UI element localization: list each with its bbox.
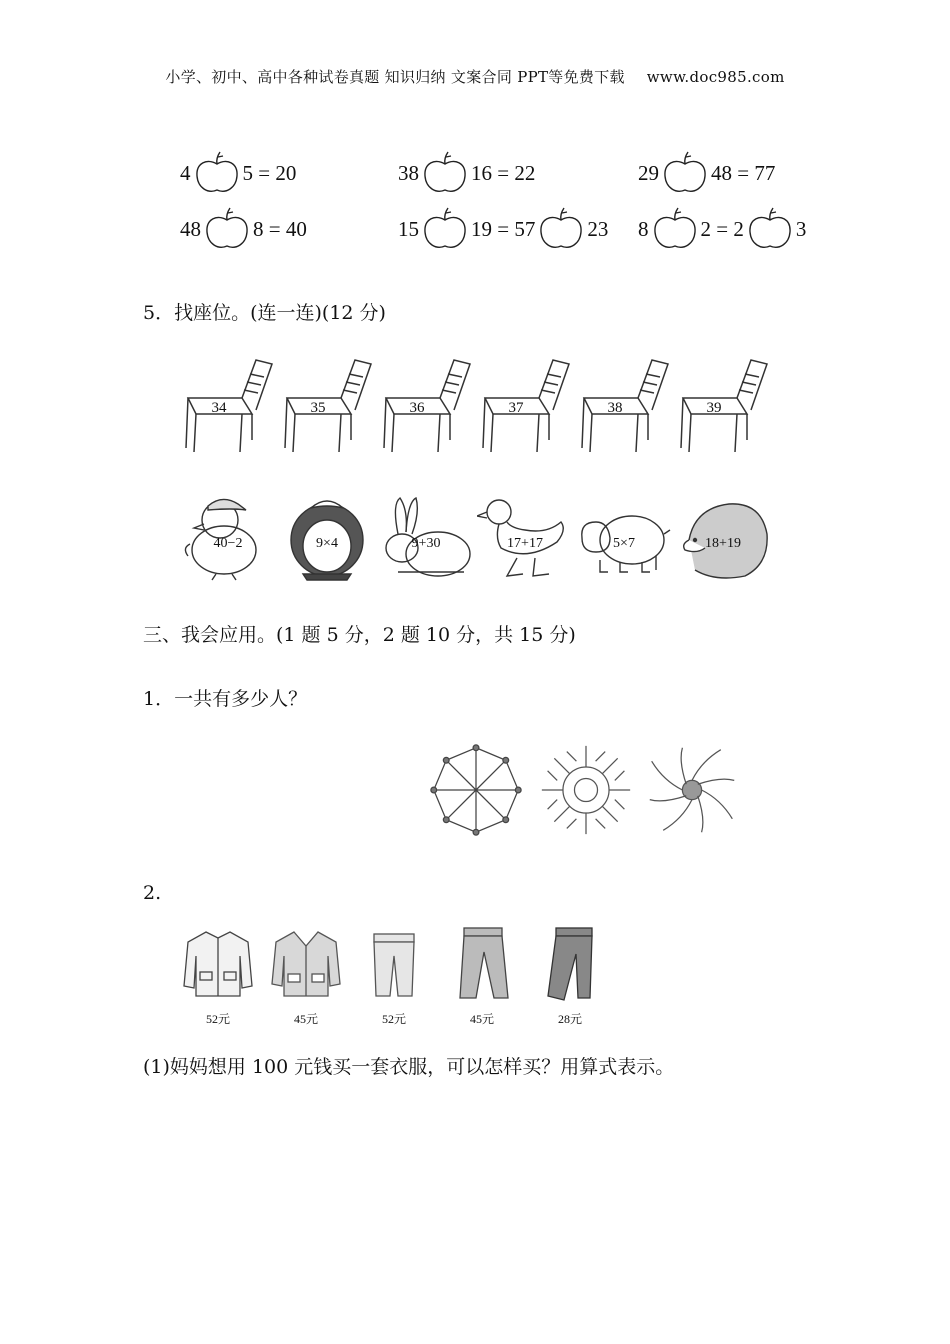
animal-expression: 9×4 (316, 536, 338, 551)
chair-seat[interactable] (378, 352, 474, 460)
pants-icon (530, 926, 610, 1002)
chair-number: 34 (211, 400, 227, 416)
animal-expression: 9+30 (411, 536, 441, 551)
header-text: 小学、初中、高中各种试卷真题 知识归纳 文案合同 PPT等免费下载 (165, 68, 625, 86)
animal-card[interactable] (180, 494, 276, 582)
people-wheel-icon (428, 740, 524, 840)
question-1-title: 1．一共有多少人？ (143, 688, 308, 710)
chair-seat[interactable] (576, 352, 672, 460)
clothing-price: 52元 (381, 1012, 406, 1026)
apple-blank-icon[interactable] (193, 150, 241, 196)
equation-operand: 48 (180, 216, 201, 241)
clothing-item[interactable] (530, 926, 610, 1030)
coat-icon (178, 926, 258, 1002)
equation-operand: 29 (638, 160, 659, 185)
jacket-icon (266, 926, 346, 1002)
animal-card[interactable] (378, 494, 474, 582)
animal-expression: 40−2 (213, 536, 243, 551)
animal-row (180, 494, 780, 584)
people-wheel-icon (538, 740, 634, 840)
header-site: www.doc985.com (646, 68, 785, 86)
equation-operand: 3 (795, 216, 807, 241)
equation-operand: 23 (587, 216, 609, 241)
equation-result: 48 = 77 (711, 160, 776, 185)
equation-operand: 4 (180, 160, 191, 185)
apple-blank-icon[interactable] (421, 150, 469, 196)
equation-result: 5 = 20 (242, 160, 297, 185)
chair-number: 39 (706, 400, 722, 416)
chair-number: 36 (409, 400, 425, 416)
page-header (0, 66, 950, 87)
equation-operand: 8 (638, 216, 649, 241)
apple-equation (398, 206, 608, 252)
equation-operand: 38 (398, 160, 419, 185)
clothing-item[interactable] (442, 926, 522, 1030)
apple-blank-icon[interactable] (203, 206, 251, 252)
apple-equation (638, 206, 806, 252)
clothing-price: 52元 (205, 1012, 230, 1026)
animal-card[interactable] (675, 494, 771, 582)
clothing-price: 45元 (469, 1012, 494, 1026)
chair-seat[interactable] (180, 352, 276, 460)
people-wheel-icon (644, 740, 740, 840)
clothing-item[interactable] (354, 926, 434, 1030)
apple-blank-icon[interactable] (537, 206, 585, 252)
animal-card[interactable] (576, 494, 672, 582)
apple-equation (398, 150, 535, 196)
chair-seat[interactable] (675, 352, 771, 460)
clothes-row (178, 926, 618, 1030)
short-pants-icon (354, 926, 434, 1002)
apple-blank-icon[interactable] (421, 206, 469, 252)
section-3-title: 三、我会应用。(1 题 5 分，2 题 10 分，共 15 分) (143, 624, 576, 646)
chair-row (180, 352, 780, 460)
apple-equation (180, 206, 307, 252)
animal-expression: 5×7 (613, 536, 635, 551)
equation-result: 8 = 40 (253, 216, 307, 241)
chair-number: 37 (508, 400, 524, 416)
clothing-price: 45元 (293, 1012, 318, 1026)
animal-expression: 18+19 (705, 536, 741, 551)
chair-seat[interactable] (477, 352, 573, 460)
question-5-title: 5．找座位。(连一连)(12 分) (143, 302, 386, 324)
question-2-1-text: (1)妈妈想用 100 元钱买一套衣服，可以怎样买？用算式表示。 (143, 1056, 675, 1078)
equation-result: 19 = 57 (471, 216, 536, 241)
people-wheels (428, 740, 738, 840)
equation-operand: 15 (398, 216, 419, 241)
clothing-price: 28元 (557, 1012, 582, 1026)
chair-number: 35 (310, 400, 326, 416)
apple-blank-icon[interactable] (651, 206, 699, 252)
apple-equation (638, 150, 775, 196)
apple-blank-icon[interactable] (746, 206, 794, 252)
equation-result: 2 = 2 (700, 216, 744, 241)
animal-card[interactable] (279, 494, 375, 582)
apple-equation (180, 150, 296, 196)
chair-number: 38 (607, 400, 623, 416)
pants-icon (442, 926, 522, 1002)
chair-seat[interactable] (279, 352, 375, 460)
animal-expression: 17+17 (507, 536, 543, 551)
clothing-item[interactable] (266, 926, 346, 1030)
apple-blank-icon[interactable] (661, 150, 709, 196)
clothing-item[interactable] (178, 926, 258, 1030)
equation-result: 16 = 22 (471, 160, 536, 185)
animal-card[interactable] (477, 494, 573, 582)
question-2-title: 2. (143, 882, 162, 904)
